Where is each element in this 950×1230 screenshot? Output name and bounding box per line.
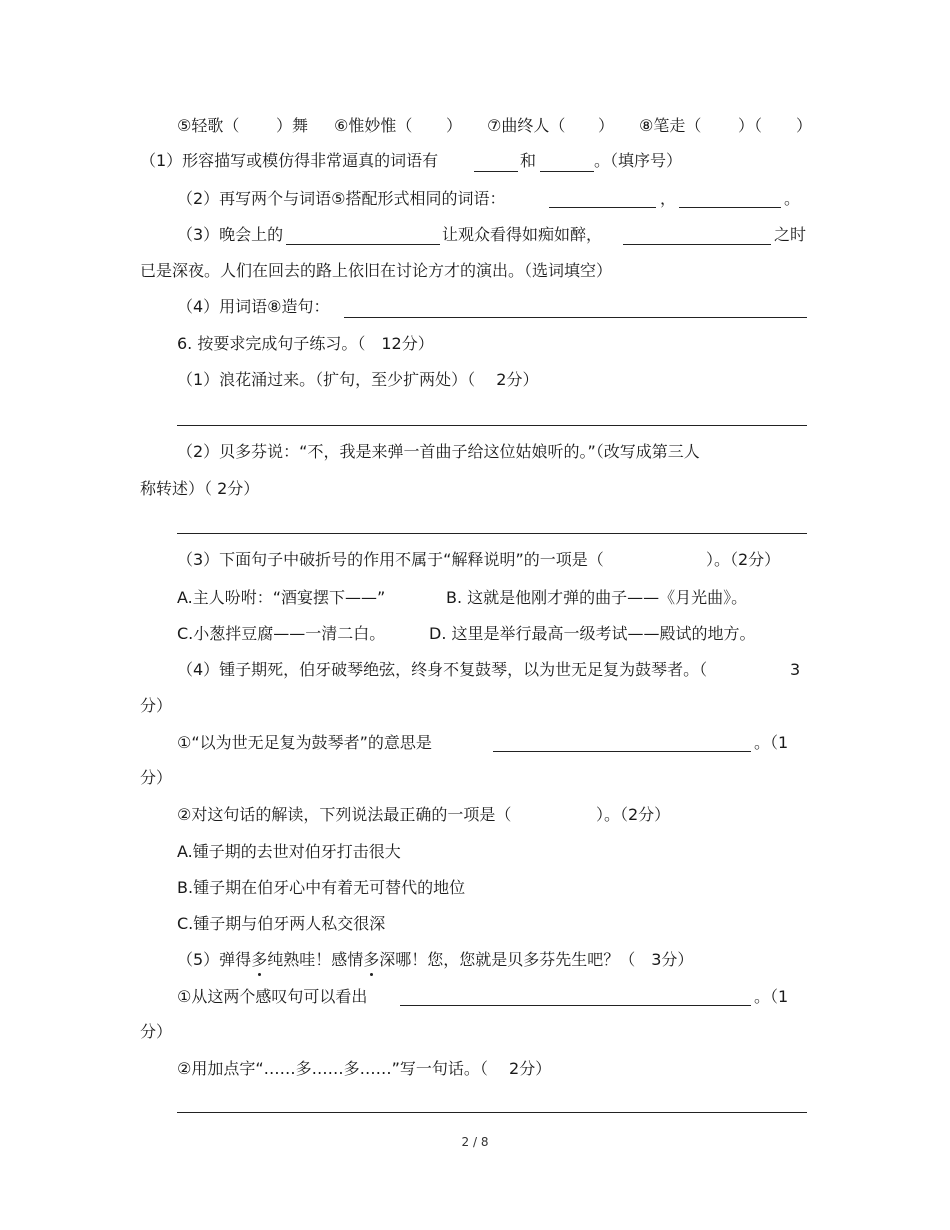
idiom-8-c: ） (796, 116, 813, 135)
q6-title: 6. 按要求完成句子练习。（ 12分） (177, 334, 434, 353)
q6-s5-part-a: （5）弹得 (177, 950, 252, 969)
q6-s4-q1-end: 。（1 (754, 733, 789, 752)
q6-s1-answer-line[interactable] (177, 425, 807, 426)
q5-part3-cont: 已是深夜。人们在回去的路上依旧在讨论方才的演出。（选词填空） (140, 261, 613, 280)
q5-part4-blank[interactable] (344, 317, 807, 318)
q5-part3-blank-1[interactable] (286, 244, 440, 245)
q6-s4-q2-end: ）。（2分） (596, 805, 671, 824)
idiom-7-a: ⑦曲终人（ (487, 116, 566, 135)
q6-s2-line2: 称转述）（ 2分） (140, 479, 260, 498)
q6-s5-q2-text: ②用加点字“……多……多……”写一句话。（ 2分） (177, 1059, 552, 1078)
idiom-8-b: ）（ (738, 116, 763, 135)
q5-part3-end: 之时 (774, 225, 807, 244)
q5-part1-note: 。（填序号） (594, 151, 683, 170)
emphasis-dot-char-2: 多 (363, 950, 380, 969)
q5-part1-text: （1）形容描写或模仿得非常逼真的词语有 (140, 151, 439, 170)
idiom-6-b: ） (446, 116, 463, 135)
q5-part4-text: （4）用词语⑧造句： (177, 297, 330, 316)
q6-s4-q1-text: ①“以为世无足复为鼓琴者”的意思是 (177, 733, 432, 752)
q6-s4-option-b: B.锺子期在伯牙心中有着无可替代的地位 (177, 878, 466, 897)
idiom-5-b: ）舞 (276, 116, 309, 135)
page-number: 2 / 8 (461, 1135, 489, 1149)
q6-s3-option-c: C.小葱拌豆腐——一清二白。 (177, 624, 386, 643)
q6-s5-part-b: 纯熟哇！感情 (267, 950, 364, 969)
q5-part1-blank-1[interactable] (474, 171, 518, 172)
q6-s5-q1-unit: 分） (140, 1022, 173, 1041)
q5-part2-end: 。 (784, 189, 801, 208)
q6-s3-option-b: B. 这就是他刚才弹的曲子——《月光曲》。 (446, 588, 748, 607)
q6-s3-option-a: A.主人吩咐：“酒宴摆下——” (177, 588, 386, 607)
q6-s1: （1）浪花涌过来。（扩句，至少扩两处）（ 2分） (177, 370, 539, 389)
q5-part2-blank-1[interactable] (549, 207, 656, 208)
q6-s5-text (177, 950, 693, 970)
q6-s4-q1-unit: 分） (140, 768, 173, 787)
q5-part3-blank-2[interactable] (623, 244, 771, 245)
q6-s4-option-a: A.锺子期的去世对伯牙打击很大 (177, 842, 401, 861)
q5-part3-mid: 让观众看得如痴如醉， (442, 225, 603, 244)
q6-s3-question: （3）下面句子中破折号的作用不属于“解释说明”的一项是（ (177, 550, 604, 569)
q6-s5-q1-blank[interactable] (400, 1005, 751, 1006)
q6-s3-end: ）。（2分） (706, 550, 781, 569)
q5-part2-text: （2）再写两个与词语⑤搭配形式相同的词语： (177, 189, 506, 208)
q6-s4-points: 3 (790, 660, 801, 679)
q5-part3-text: （3）晚会上的 (177, 225, 284, 244)
q5-part2-blank-2[interactable] (679, 207, 781, 208)
q6-s5-answer-line[interactable] (177, 1112, 807, 1113)
idiom-5-a: ⑤轻歌（ (177, 116, 240, 135)
q6-s4-points-unit: 分） (140, 696, 173, 715)
idiom-7-b: ） (598, 116, 615, 135)
q6-s2-line1: （2）贝多芬说：“不，我是来弹一首曲子给这位姑娘听的。”（改写成第三人 (177, 442, 700, 461)
q6-s2-answer-line[interactable] (177, 533, 807, 534)
q5-part2-comma: ， (660, 189, 677, 208)
q6-s4-text: （4）锺子期死，伯牙破琴绝弦，终身不复鼓琴，以为世无足复为鼓琴者。（ (177, 660, 708, 679)
q6-s5-part-c: 深哪！您，您就是贝多芬先生吧？（ 3分） (379, 950, 694, 969)
q6-s5-q1-end: 。（1 (754, 987, 789, 1006)
emphasis-dot-char-1: 多 (251, 950, 268, 969)
q5-part1-and: 和 (520, 151, 537, 170)
q6-s5-q1-text: ①从这两个感叹句可以看出 (177, 987, 368, 1006)
idiom-6-a: ⑥惟妙惟（ (334, 116, 413, 135)
q6-s4-q2-text: ②对这句话的解读，下列说法最正确的一项是（ (177, 805, 512, 824)
q5-part1-blank-2[interactable] (540, 171, 594, 172)
q6-s4-option-c: C.锺子期与伯牙两人私交很深 (177, 914, 386, 933)
idiom-8-a: ⑧笔走（ (639, 116, 702, 135)
q6-s3-option-d: D. 这里是举行最高一级考试——殿试的地方。 (429, 624, 756, 643)
q6-s4-q1-blank[interactable] (493, 751, 751, 752)
